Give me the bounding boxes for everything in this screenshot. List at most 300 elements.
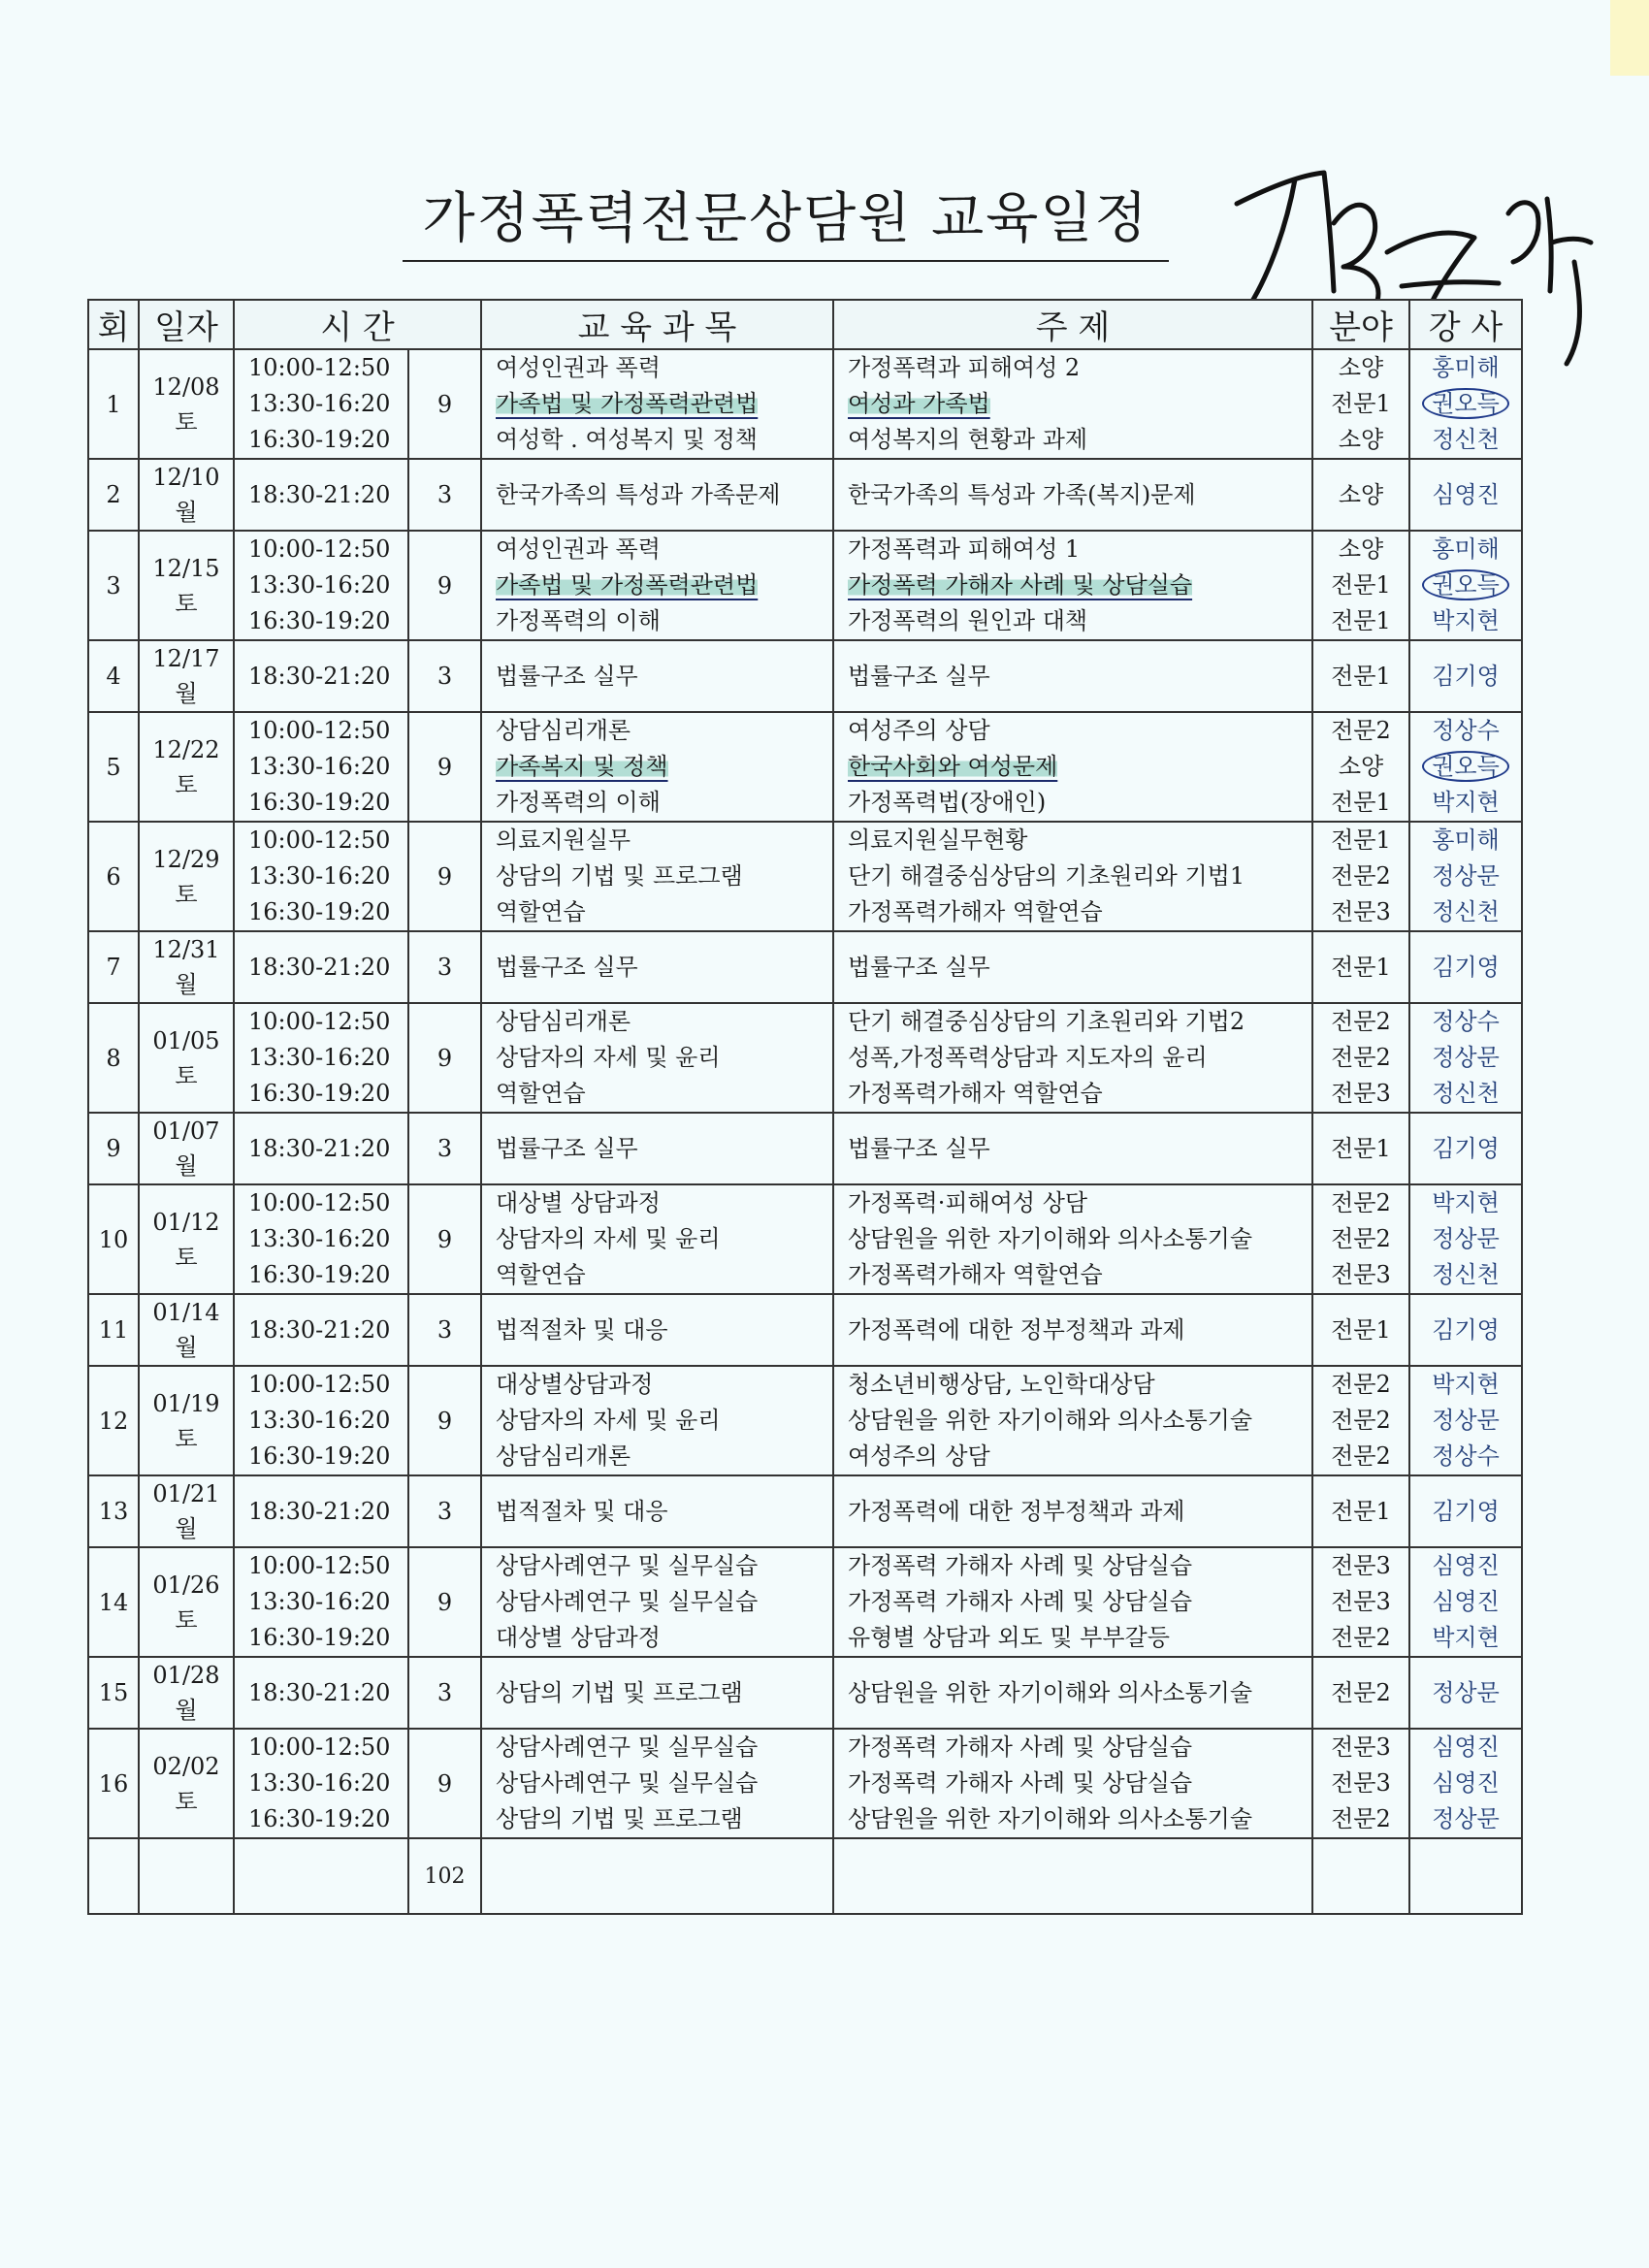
topic-name-text: 단기 해결중심상담의 기초원리와 기법2: [848, 1008, 1245, 1035]
course-name: [482, 1367, 832, 1403]
session-number: 14: [88, 1547, 139, 1657]
schedule-row: [88, 1294, 1522, 1366]
time-slot-text: 18:30-21:20: [248, 1679, 391, 1706]
time-slot: [235, 461, 407, 529]
field-name-text: 전문3: [1331, 898, 1391, 925]
course-name-text: 상담자의 자세 및 윤리: [496, 1225, 721, 1252]
time-slot-text: 18:30-21:20: [248, 954, 391, 981]
instructor-name: [1410, 386, 1521, 422]
session-hours: 3: [408, 1475, 481, 1547]
topic-name-text: 성폭,가정폭력상담과 지도자의 윤리: [848, 1044, 1208, 1071]
time-slot: [235, 1257, 407, 1293]
field-name-cell: [1312, 1294, 1409, 1366]
instructor-name-text: 정신천: [1432, 898, 1500, 925]
session-number: 1: [88, 349, 139, 459]
time-slot-text: 13:30-16:20: [248, 1225, 391, 1252]
session-date: [139, 640, 234, 712]
course-name: [482, 1296, 832, 1364]
course-name: [482, 422, 832, 458]
session-number: 5: [88, 712, 139, 822]
schedule-row: [88, 531, 1522, 640]
topic-name-text: 여성과 가족법: [848, 390, 990, 417]
time-slot: [235, 859, 407, 894]
time-slot-text: 13:30-16:20: [248, 753, 391, 780]
weekday-text: 토: [175, 880, 198, 908]
time-slot: [235, 1076, 407, 1112]
instructor-name-text: 심영진: [1432, 1588, 1500, 1615]
topic-name-text: 청소년비행상담, 노인학대상담: [848, 1371, 1155, 1398]
instructor-name-cell: [1409, 1657, 1522, 1729]
instructor-name: [1410, 1548, 1521, 1584]
topic-name: [834, 1477, 1311, 1545]
field-name-cell: [1312, 1475, 1409, 1547]
course-name-text: 상담사례연구 및 실무실습: [496, 1588, 759, 1615]
field-name-text: 전문1: [1331, 1498, 1391, 1525]
field-name: [1313, 1439, 1408, 1474]
instructor-name: [1410, 603, 1521, 639]
time-slot-text: 16:30-19:20: [248, 898, 391, 925]
topic-name-cell: [833, 459, 1312, 531]
field-name-text: 전문3: [1331, 1769, 1391, 1797]
instructor-name: [1410, 1439, 1521, 1474]
instructor-name-text: 정상문: [1432, 1407, 1500, 1434]
field-name-cell: [1312, 1113, 1409, 1184]
time-slot-text: 16:30-19:20: [248, 1624, 391, 1651]
schedule-row: [88, 822, 1522, 931]
field-name: [1313, 785, 1408, 821]
field-name: [1313, 1004, 1408, 1040]
instructor-name-text: 권오득: [1422, 751, 1509, 782]
instructor-name: [1410, 532, 1521, 567]
instructor-name: [1410, 1040, 1521, 1076]
instructor-name: [1410, 1403, 1521, 1439]
course-name-text: 가정폭력의 이해: [496, 789, 661, 816]
time-slot: [235, 350, 407, 386]
topic-name-cell: [833, 531, 1312, 640]
topic-name-text: 가정폭력에 대한 정부정책과 과제: [848, 1316, 1185, 1344]
topic-name: [834, 713, 1311, 749]
time-slot-text: 16:30-19:20: [248, 1805, 391, 1832]
field-name-cell: [1312, 931, 1409, 1003]
field-name: [1313, 642, 1408, 710]
date-text: 01/14: [152, 1299, 220, 1326]
weekday-text: 월: [175, 1152, 198, 1180]
field-name-text: 전문3: [1331, 1261, 1391, 1288]
date-text: 01/12: [152, 1208, 220, 1236]
topic-name: [834, 1221, 1311, 1257]
instructor-name-cell: [1409, 1547, 1522, 1657]
time-slot-text: 16:30-19:20: [248, 1261, 391, 1288]
instructor-name: [1410, 1076, 1521, 1112]
course-name: [482, 1730, 832, 1766]
session-date: [139, 1729, 234, 1838]
date-text: 01/21: [152, 1480, 220, 1507]
course-name-text: 가족복지 및 정책: [496, 753, 668, 780]
course-name-text: 역할연습: [496, 898, 586, 925]
weekday-text: 월: [175, 971, 198, 998]
topic-name-text: 여성복지의 현황과 과제: [848, 426, 1088, 453]
topic-name-text: 상담원을 위한 자기이해와 의사소통기술: [848, 1679, 1253, 1706]
time-slot: [235, 1659, 407, 1727]
field-name: [1313, 859, 1408, 894]
session-number: 16: [88, 1729, 139, 1838]
field-name-text: 전문3: [1331, 1080, 1391, 1107]
instructor-name: [1410, 1620, 1521, 1656]
instructor-name-text: 홍미해: [1432, 354, 1500, 381]
field-name: [1313, 713, 1408, 749]
time-slot-cell: [234, 531, 408, 640]
weekday-text: 월: [175, 1515, 198, 1542]
field-name: [1313, 603, 1408, 639]
field-name: [1313, 1257, 1408, 1293]
instructor-name-text: 정상수: [1432, 717, 1500, 744]
topic-name: [834, 1620, 1311, 1656]
time-slot-cell: [234, 349, 408, 459]
field-name-text: 전문3: [1331, 1733, 1391, 1761]
time-slot-text: 13:30-16:20: [248, 1588, 391, 1615]
time-slot-text: 16:30-19:20: [248, 607, 391, 634]
course-name-text: 법률구조 실무: [496, 1135, 638, 1162]
time-slot-text: 13:30-16:20: [248, 1407, 391, 1434]
field-name: [1313, 1221, 1408, 1257]
time-slot-cell: [234, 931, 408, 1003]
instructor-name-cell: [1409, 1475, 1522, 1547]
instructor-name: [1410, 350, 1521, 386]
session-number: 13: [88, 1475, 139, 1547]
field-name: [1313, 1076, 1408, 1112]
instructor-name-text: 박지현: [1432, 607, 1500, 634]
instructor-name-text: 심영진: [1432, 1552, 1500, 1579]
topic-name: [834, 350, 1311, 386]
topic-name-cell: [833, 1294, 1312, 1366]
course-name-cell: [481, 1729, 833, 1838]
date-text: 12/22: [152, 735, 220, 763]
time-slot-cell: [234, 1294, 408, 1366]
instructor-name-cell: [1409, 1184, 1522, 1294]
topic-name: [834, 461, 1311, 529]
session-number: 8: [88, 1003, 139, 1113]
time-slot: [235, 603, 407, 639]
field-name: [1313, 350, 1408, 386]
course-name: [482, 1439, 832, 1474]
session-number: 11: [88, 1294, 139, 1366]
course-name: [482, 1766, 832, 1801]
time-slot: [235, 1477, 407, 1545]
topic-name-text: 가정폭력가해자 역할연습: [848, 1080, 1103, 1107]
time-slot: [235, 1115, 407, 1183]
field-name-text: 소양: [1338, 354, 1384, 381]
course-name-text: 대상별 상담과정: [496, 1624, 661, 1651]
instructor-name-text: 정신천: [1432, 1080, 1500, 1107]
topic-name: [834, 785, 1311, 821]
schedule-row: [88, 1657, 1522, 1729]
schedule-table: [87, 299, 1523, 1915]
session-date: [139, 931, 234, 1003]
instructor-name-text: 김기영: [1432, 954, 1500, 981]
time-slot-cell: [234, 1729, 408, 1838]
instructor-name: [1410, 1766, 1521, 1801]
instructor-name: [1410, 422, 1521, 458]
topic-name: [834, 1801, 1311, 1837]
time-slot-text: 18:30-21:20: [248, 1316, 391, 1344]
course-name: [482, 532, 832, 567]
weekday-text: 토: [175, 1424, 198, 1452]
course-name: [482, 1257, 832, 1293]
time-slot-cell: [234, 1184, 408, 1294]
schedule-row: [88, 931, 1522, 1003]
field-name-text: 전문2: [1331, 1407, 1391, 1434]
instructor-name: [1410, 785, 1521, 821]
field-name: [1313, 1548, 1408, 1584]
weekday-text: 토: [175, 1243, 198, 1271]
weekday-text: 토: [175, 770, 198, 798]
time-slot-text: 10:00-12:50: [248, 717, 391, 744]
time-slot-cell: [234, 822, 408, 931]
course-name-text: 가정폭력의 이해: [496, 607, 661, 634]
course-name-text: 여성학 . 여성복지 및 정책: [496, 426, 758, 453]
session-number: 10: [88, 1184, 139, 1294]
session-hours: 9: [408, 712, 481, 822]
time-slot-text: 10:00-12:50: [248, 1552, 391, 1579]
instructor-name: [1410, 1730, 1521, 1766]
date-text: 01/28: [152, 1662, 220, 1689]
instructor-name-text: 김기영: [1432, 1498, 1500, 1525]
weekday-text: 월: [175, 1334, 198, 1361]
time-slot: [235, 567, 407, 603]
weekday-text: 월: [175, 499, 198, 526]
time-slot: [235, 1730, 407, 1766]
topic-name: [834, 1115, 1311, 1183]
course-name-cell: [481, 1113, 833, 1184]
field-name-text: 소양: [1338, 753, 1384, 780]
field-name: [1313, 894, 1408, 930]
session-date: [139, 1547, 234, 1657]
time-slot-text: 13:30-16:20: [248, 390, 391, 417]
field-name-text: 전문2: [1331, 1624, 1391, 1651]
topic-name-text: 가정폭력가해자 역할연습: [848, 1261, 1103, 1288]
field-name-text: 소양: [1338, 535, 1384, 563]
time-slot: [235, 642, 407, 710]
field-name-cell: [1312, 531, 1409, 640]
session-number: 9: [88, 1113, 139, 1184]
instructor-name-cell: [1409, 349, 1522, 459]
time-slot-text: 10:00-12:50: [248, 1733, 391, 1761]
course-name: [482, 386, 832, 422]
course-name-text: 역할연습: [496, 1261, 586, 1288]
topic-name-cell: [833, 1003, 1312, 1113]
course-name-text: 대상별상담과정: [496, 1371, 654, 1398]
weekday-text: 토: [175, 1787, 198, 1815]
schedule-row: [88, 459, 1522, 531]
instructor-name: [1410, 1367, 1521, 1403]
instructor-name-cell: [1409, 1366, 1522, 1475]
course-name: [482, 1221, 832, 1257]
session-hours: 9: [408, 1729, 481, 1838]
field-name-text: 전문1: [1331, 571, 1391, 599]
time-slot: [235, 1403, 407, 1439]
instructor-name-text: 홍미해: [1432, 826, 1500, 854]
header-topic: 주 제: [833, 300, 1312, 349]
instructor-name-text: 박지현: [1432, 1624, 1500, 1651]
instructor-name: [1410, 1257, 1521, 1293]
topic-name: [834, 642, 1311, 710]
field-name-text: 전문2: [1331, 1805, 1391, 1832]
instructor-name-text: 박지현: [1432, 1189, 1500, 1216]
time-slot: [235, 1620, 407, 1656]
session-number: 7: [88, 931, 139, 1003]
time-slot-text: 16:30-19:20: [248, 1442, 391, 1470]
field-name: [1313, 1040, 1408, 1076]
course-name-text: 여성인권과 폭력: [496, 354, 661, 381]
time-slot-text: 16:30-19:20: [248, 1080, 391, 1107]
instructor-name-text: 홍미해: [1432, 535, 1500, 563]
date-text: 01/19: [152, 1389, 220, 1417]
weekday-text: 토: [175, 589, 198, 617]
course-name-text: 의료지원실무: [496, 826, 631, 854]
session-hours: 9: [408, 531, 481, 640]
session-number: 6: [88, 822, 139, 931]
course-name-cell: [481, 640, 833, 712]
field-name-text: 전문2: [1331, 717, 1391, 744]
session-hours: 3: [408, 931, 481, 1003]
course-name: [482, 785, 832, 821]
instructor-name-cell: [1409, 531, 1522, 640]
field-name: [1313, 933, 1408, 1001]
time-slot-cell: [234, 1657, 408, 1729]
date-text: 12/15: [152, 554, 220, 582]
time-slot: [235, 1296, 407, 1364]
field-name: [1313, 567, 1408, 603]
course-name-text: 역할연습: [496, 1080, 586, 1107]
course-name: [482, 567, 832, 603]
topic-name: [834, 1659, 1311, 1727]
field-name: [1313, 749, 1408, 785]
topic-name: [834, 1766, 1311, 1801]
field-name-text: 전문2: [1331, 1008, 1391, 1035]
time-slot-text: 13:30-16:20: [248, 1769, 391, 1797]
field-name: [1313, 532, 1408, 567]
topic-name: [834, 1296, 1311, 1364]
weekday-text: 월: [175, 680, 198, 707]
field-name: [1313, 1367, 1408, 1403]
session-date: [139, 349, 234, 459]
header-course: 교 육 과 목: [481, 300, 833, 349]
instructor-name-cell: [1409, 1729, 1522, 1838]
topic-name-cell: [833, 1366, 1312, 1475]
time-slot: [235, 1439, 407, 1474]
field-name-text: 전문1: [1331, 1316, 1391, 1344]
topic-name-text: 가정폭력 가해자 사례 및 상담실습: [848, 1733, 1193, 1761]
topic-name-text: 상담원을 위한 자기이해와 의사소통기술: [848, 1407, 1253, 1434]
field-name-text: 전문3: [1331, 1588, 1391, 1615]
field-name-text: 전문1: [1331, 826, 1391, 854]
date-text: 01/05: [152, 1026, 220, 1054]
session-date: [139, 1184, 234, 1294]
field-name: [1313, 1801, 1408, 1837]
topic-name-text: 상담원을 위한 자기이해와 의사소통기술: [848, 1225, 1253, 1252]
field-name: [1313, 422, 1408, 458]
course-name-text: 상담심리개론: [496, 717, 631, 744]
instructor-name-text: 박지현: [1432, 789, 1500, 816]
instructor-name-cell: [1409, 1113, 1522, 1184]
time-slot-text: 13:30-16:20: [248, 862, 391, 890]
instructor-name-text: 권오득: [1422, 388, 1509, 419]
topic-name-text: 가정폭력과 피해여성 2: [848, 354, 1081, 381]
instructor-name-text: 김기영: [1432, 1135, 1500, 1162]
field-name-text: 전문2: [1331, 1442, 1391, 1470]
course-name-cell: [481, 931, 833, 1003]
schedule-row: [88, 1475, 1522, 1547]
topic-name-text: 가정폭력 가해자 사례 및 상담실습: [848, 1588, 1193, 1615]
weekday-text: 토: [175, 1061, 198, 1089]
topic-name-text: 가정폭력과 피해여성 1: [848, 535, 1081, 563]
topic-name-text: 여성주의 상담: [848, 1442, 990, 1470]
field-name-cell: [1312, 1657, 1409, 1729]
course-name: [482, 603, 832, 639]
field-name-text: 전문2: [1331, 1679, 1391, 1706]
topic-name-text: 가정폭력가해자 역할연습: [848, 898, 1103, 925]
instructor-name: [1410, 1115, 1521, 1183]
instructor-name: [1410, 1477, 1521, 1545]
time-slot-text: 10:00-12:50: [248, 354, 391, 381]
topic-name-cell: [833, 1729, 1312, 1838]
field-name-text: 전문1: [1331, 663, 1391, 690]
course-name-text: 법적절차 및 대응: [496, 1498, 668, 1525]
time-slot: [235, 1766, 407, 1801]
topic-name-cell: [833, 931, 1312, 1003]
session-date: [139, 1475, 234, 1547]
topic-name: [834, 1257, 1311, 1293]
topic-name-text: 가정폭력·피해여성 상담: [848, 1189, 1088, 1216]
topic-name-cell: [833, 822, 1312, 931]
course-name-text: 한국가족의 특성과 가족문제: [496, 481, 781, 508]
schedule-row: [88, 1113, 1522, 1184]
field-name: [1313, 1730, 1408, 1766]
field-name-text: 전문1: [1331, 954, 1391, 981]
session-hours: 3: [408, 1294, 481, 1366]
session-hours: 3: [408, 1113, 481, 1184]
course-name-cell: [481, 1475, 833, 1547]
field-name-text: 전문2: [1331, 862, 1391, 890]
topic-name-text: 법률구조 실무: [848, 1135, 990, 1162]
session-date: [139, 822, 234, 931]
topic-name: [834, 1040, 1311, 1076]
instructor-name-text: 정신천: [1432, 426, 1500, 453]
topic-name: [834, 749, 1311, 785]
session-hours: 9: [408, 1366, 481, 1475]
time-slot: [235, 1185, 407, 1221]
time-slot-cell: [234, 1475, 408, 1547]
field-name-text: 전문2: [1331, 1189, 1391, 1216]
course-name: [482, 1185, 832, 1221]
date-text: 01/26: [152, 1571, 220, 1599]
field-name: [1313, 386, 1408, 422]
course-name: [482, 1801, 832, 1837]
topic-name-cell: [833, 1113, 1312, 1184]
session-hours: 3: [408, 459, 481, 531]
instructor-name-text: 박지현: [1432, 1371, 1500, 1398]
instructor-name: [1410, 567, 1521, 603]
course-name-text: 가족법 및 가정폭력관련법: [496, 571, 759, 599]
instructor-name: [1410, 1221, 1521, 1257]
field-name-cell: [1312, 1366, 1409, 1475]
session-date: [139, 1294, 234, 1366]
time-slot: [235, 933, 407, 1001]
course-name-text: 상담자의 자세 및 윤리: [496, 1044, 721, 1071]
time-slot: [235, 785, 407, 821]
schedule-row: [88, 1184, 1522, 1294]
course-name-text: 여성인권과 폭력: [496, 535, 661, 563]
